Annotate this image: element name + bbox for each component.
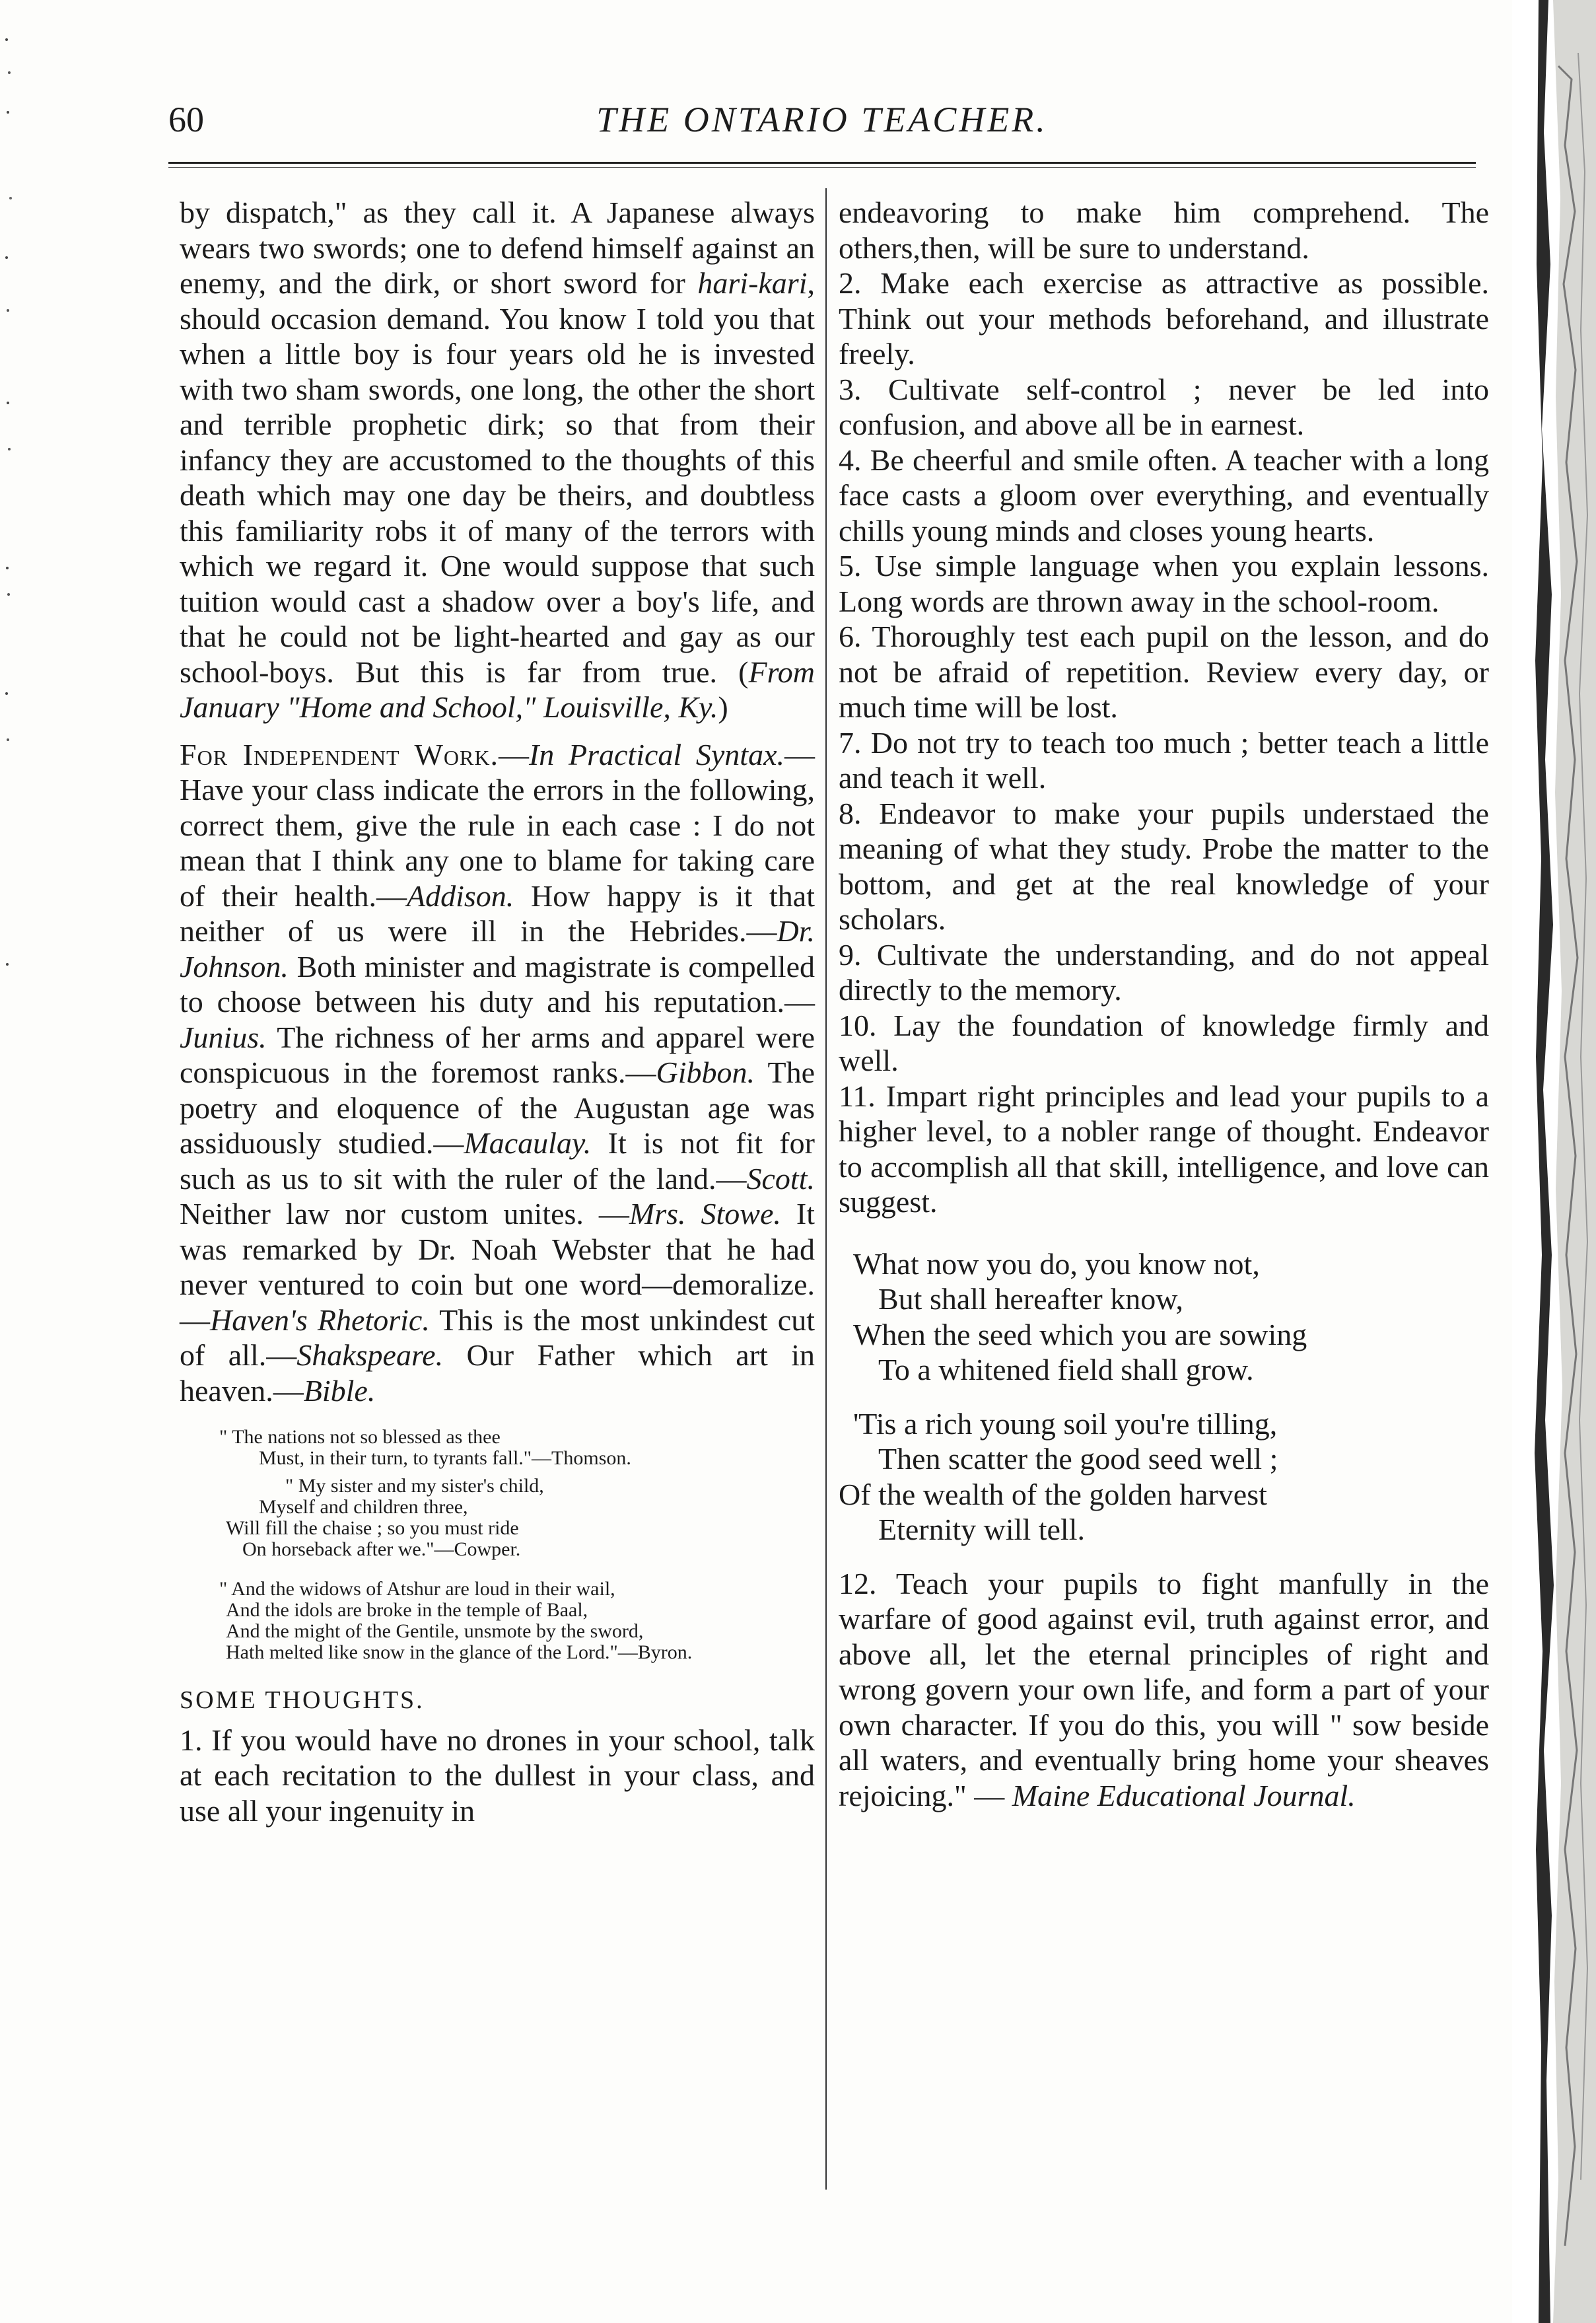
source-citation: Maine Educational Journal. [1012,1778,1356,1812]
author-citation: Scott. [746,1161,815,1196]
verse-line: Will fill the chaise ; so you must ride [226,1517,519,1539]
verse-line: " The nations not so blessed as thee [219,1426,501,1448]
thought-item-6: 6. Thoroughly test each pupil on the lesson, and do not be afraid of repetition. Review every day, or much time will be lost. [839,620,1489,724]
running-title: THE ONTARIO TEACHER. [596,100,1048,139]
subsection-label: In Practical Syntax. [528,737,784,771]
thought-item-8: 8. Endeavor to make your pupils understaed the meaning of what they study. Probe the matter to the bottom, and get at the real knowledge of your scholars. [839,796,1489,936]
paragraph-text: Neither law nor custom unites. — [180,1197,629,1231]
quote-byron [180,1579,815,1663]
paragraph-text: The poetry and eloquence of the Augustan age was assiduously studied.— [180,1055,815,1160]
poem-line: When the seed which you are sowing [853,1317,1307,1351]
header-rule [168,162,1476,164]
poem-line: 'Tis a rich young soil you're tilling, [853,1406,1278,1441]
page-number: 60 [168,100,204,139]
japanese-swords-paragraph [180,195,815,725]
paragraph-text: Both minister and magistrate is compelled to choose between his duty and his reputation.— [180,949,815,1019]
thought-item-11: 11. Impart right principles and lead your pupils to a higher level, to a nobler range of thought. Endeavor to accomplish all that skill, intelligence, and love can suggest. [839,1079,1489,1219]
poem-line: But shall hereafter know, [878,1282,1183,1316]
verse-line: " My sister and my sister's child, [285,1475,544,1497]
verse-line: And the idols are broke in the temple of Baal, [226,1599,588,1621]
paragraph-text: —Have your class indicate the errors in the following, correct them, give the rule in each case : I do not mean that I think any one to blame for taking care of their health.— [180,737,815,913]
thought-item-12 [839,1566,1489,1814]
independent-work-paragraph [180,737,815,1409]
author-citation: Haven's Rhetoric. [210,1303,430,1337]
section-label: For Independent Work. [180,737,499,771]
paragraph-text: , should occasion demand. You know I told you that when a little boy is four years old he is invested with two sham swords, one long, the other the short and terrible prophetic dirk; so that from their infancy they are accustomed to the thoughts of this death which may one day be theirs, and doubtless this familiarity robs it of many of the terrors with which we regard it. One would suppose that such tuition would cast a shadow over a boy's life, and that he could not be light-hearted and gay as our school-boys. But this is far from true. ( [180,266,815,689]
paragraph-text: The richness of her arms and apparel were conspicuous in the foremost ranks.— [180,1020,815,1089]
italic-term: hari-kari [697,266,808,300]
thought-item-4: 4. Be cheerful and smile often. A teacher with a long face casts a gloom over everything, and eventually chills young minds and closes young hearts. [839,443,1489,548]
verse-line: Hath melted like snow in the glance of the Lord."—Byron. [226,1641,693,1663]
paragraph-text: How happy is it that neither of us were ill in the Hebrides.— [180,878,815,948]
thought-item-7: 7. Do not try to teach too much ; better teach a little and teach it well. [839,725,1489,795]
some-thoughts-heading: SOME THOUGHTS. [180,1686,425,1714]
thought-item-9: 9. Cultivate the understanding, and do not appeal directly to the memory. [839,937,1489,1007]
author-citation: Dr. Johnson. [180,914,815,983]
poem [839,1246,1489,1548]
source-citation: From January "Home and School," Louisville, Ky. [180,655,815,724]
author-citation: Junius. [180,1020,267,1054]
paragraph-text: Our Father which art in heaven.— [180,1338,815,1408]
thought-item-1-continued: endeavoring to make him comprehend. The others,then, will be sure to understand. [839,196,1489,265]
right-column [839,195,1489,1813]
paragraph-text: It is not fit for such as us to sit with the ruler of the land.— [180,1126,815,1196]
poem-line: Then scatter the good seed well ; [878,1442,1278,1476]
thought-item-2: 2. Make each exercise as attractive as possible. Think out your methods beforehand, and illustrate freely. [839,266,1489,371]
verse-line: On horseback after we."—Cowper. [242,1538,521,1560]
header-rule-thin [168,167,1476,168]
author-citation: Gibbon. [656,1055,755,1089]
author-citation: Addison. [406,878,514,913]
left-column [180,195,815,1828]
poem-line: To a whitened field shall grow. [878,1353,1254,1386]
verse-line: And the might of the Gentile, unsmote by the sword, [226,1620,644,1642]
paragraph-text: This is the most unkindest cut of all.— [180,1303,815,1372]
author-citation: Shakspeare. [296,1338,444,1372]
thought-item-10: 10. Lay the foundation of knowledge firmly and well. [839,1008,1489,1077]
left-margin-specks [0,0,26,1057]
verse-line: Myself and children three, [259,1496,468,1518]
thought-item-1: 1. If you would have no drones in your school, talk at each recitation to the dullest in your class, and use all your ingenuity in [180,1723,815,1828]
column-divider [825,188,827,2190]
page-header [168,99,1476,159]
author-citation: Bible. [303,1373,376,1408]
quote-thomson [180,1427,815,1469]
author-citation: Mrs. Stowe. [629,1197,781,1231]
dash: — [498,737,529,771]
paragraph-text: ) [718,690,728,724]
thought-item-3: 3. Cultivate self-control ; never be led into confusion, and above all be in earnest. [839,372,1489,441]
paragraph-text: It was remarked by Dr. Noah Webster that he had never ventured to coin but one word—demoralize.— [180,1197,815,1337]
poem-line: Eternity will tell. [878,1513,1085,1546]
verse-line: Must, in their turn, to tyrants fall."—Thomson. [259,1447,631,1469]
paragraph-text: by dispatch," as they call it. A Japanese always wears two swords; one to defend himself against an enemy, and the dirk, or short sword for [180,196,815,300]
quote-cowper [180,1476,815,1560]
scan-edge-artifact [1512,0,1596,2323]
verse-line: " And the widows of Atshur are loud in their wail, [219,1578,615,1600]
poem-line: Of the wealth of the golden harvest [839,1477,1267,1511]
poem-line: What now you do, you know not, [853,1246,1260,1281]
author-citation: Macaulay. [464,1126,592,1160]
paragraph-text: 12. Teach your pupils to fight manfully in the warfare of good against evil, truth against error, and above all, let the eternal principles of right and wrong govern your own life, and form a part of your own character. If you do this, you will " sow beside all waters, and eventually bring home your sheaves rejoicing." — [839,1566,1489,1812]
thought-item-5: 5. Use simple language when you explain lessons. Long words are thrown away in the school-room. [839,549,1489,618]
